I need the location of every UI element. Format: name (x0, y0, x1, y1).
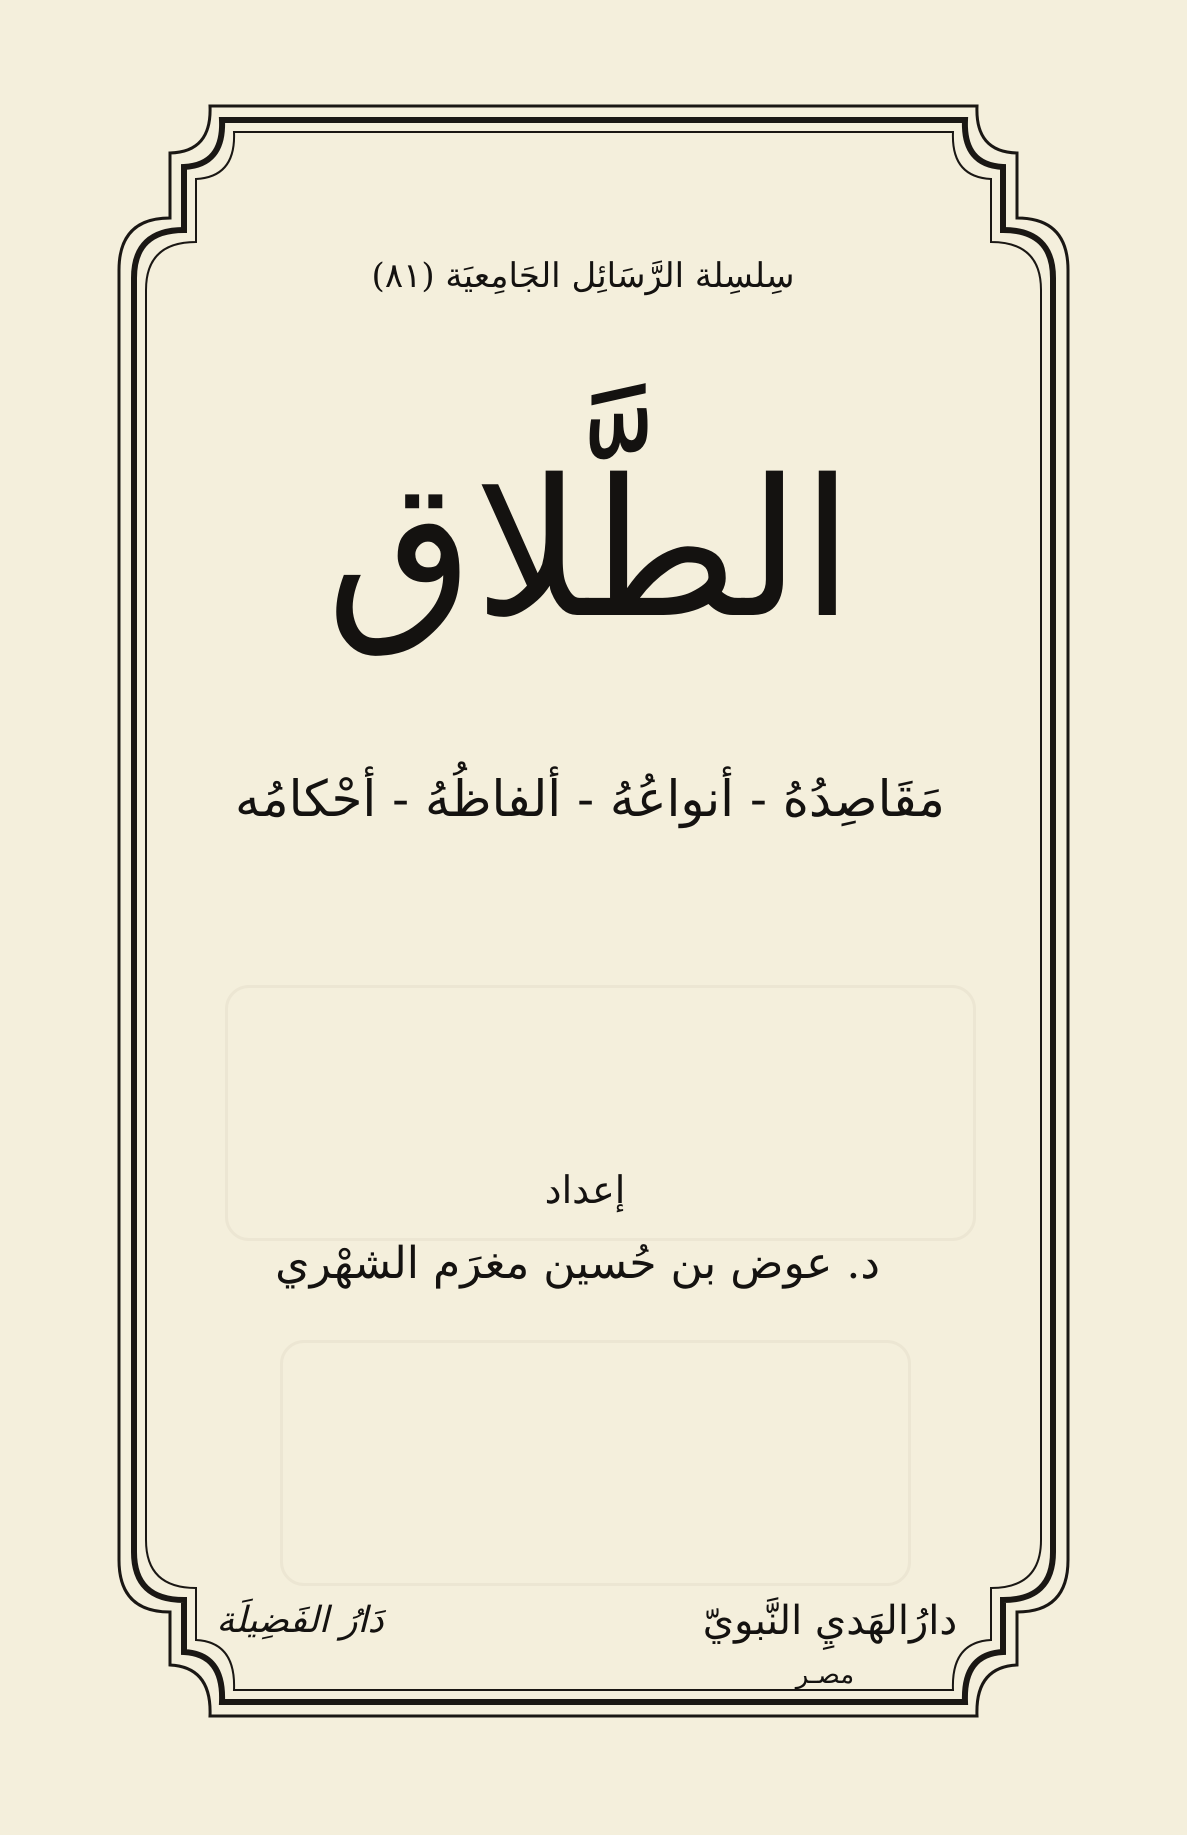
author-name: د. عوض بن حُسين مغرَم الشهْري (275, 1238, 880, 1289)
prepared-by-label: إعداد (544, 1168, 626, 1212)
publisher-city: مصـر (795, 1660, 855, 1690)
book-title: الطَّلاق (326, 439, 854, 660)
publisher-logo-dar-al-fadila: دَارُ الفَضِيلَة (216, 1600, 384, 1641)
series-title: سِلسِلة الرَّسَائِل الجَامِعيَة (٨١) (371, 256, 795, 296)
book-subtitle: مَقَاصِدُهُ - أنواعُهُ - ألفاظُهُ - أحْكامُه (235, 770, 945, 828)
publisher-name-dar-al-huda: دارُالهَديِ النَّبويّ (702, 1598, 958, 1644)
